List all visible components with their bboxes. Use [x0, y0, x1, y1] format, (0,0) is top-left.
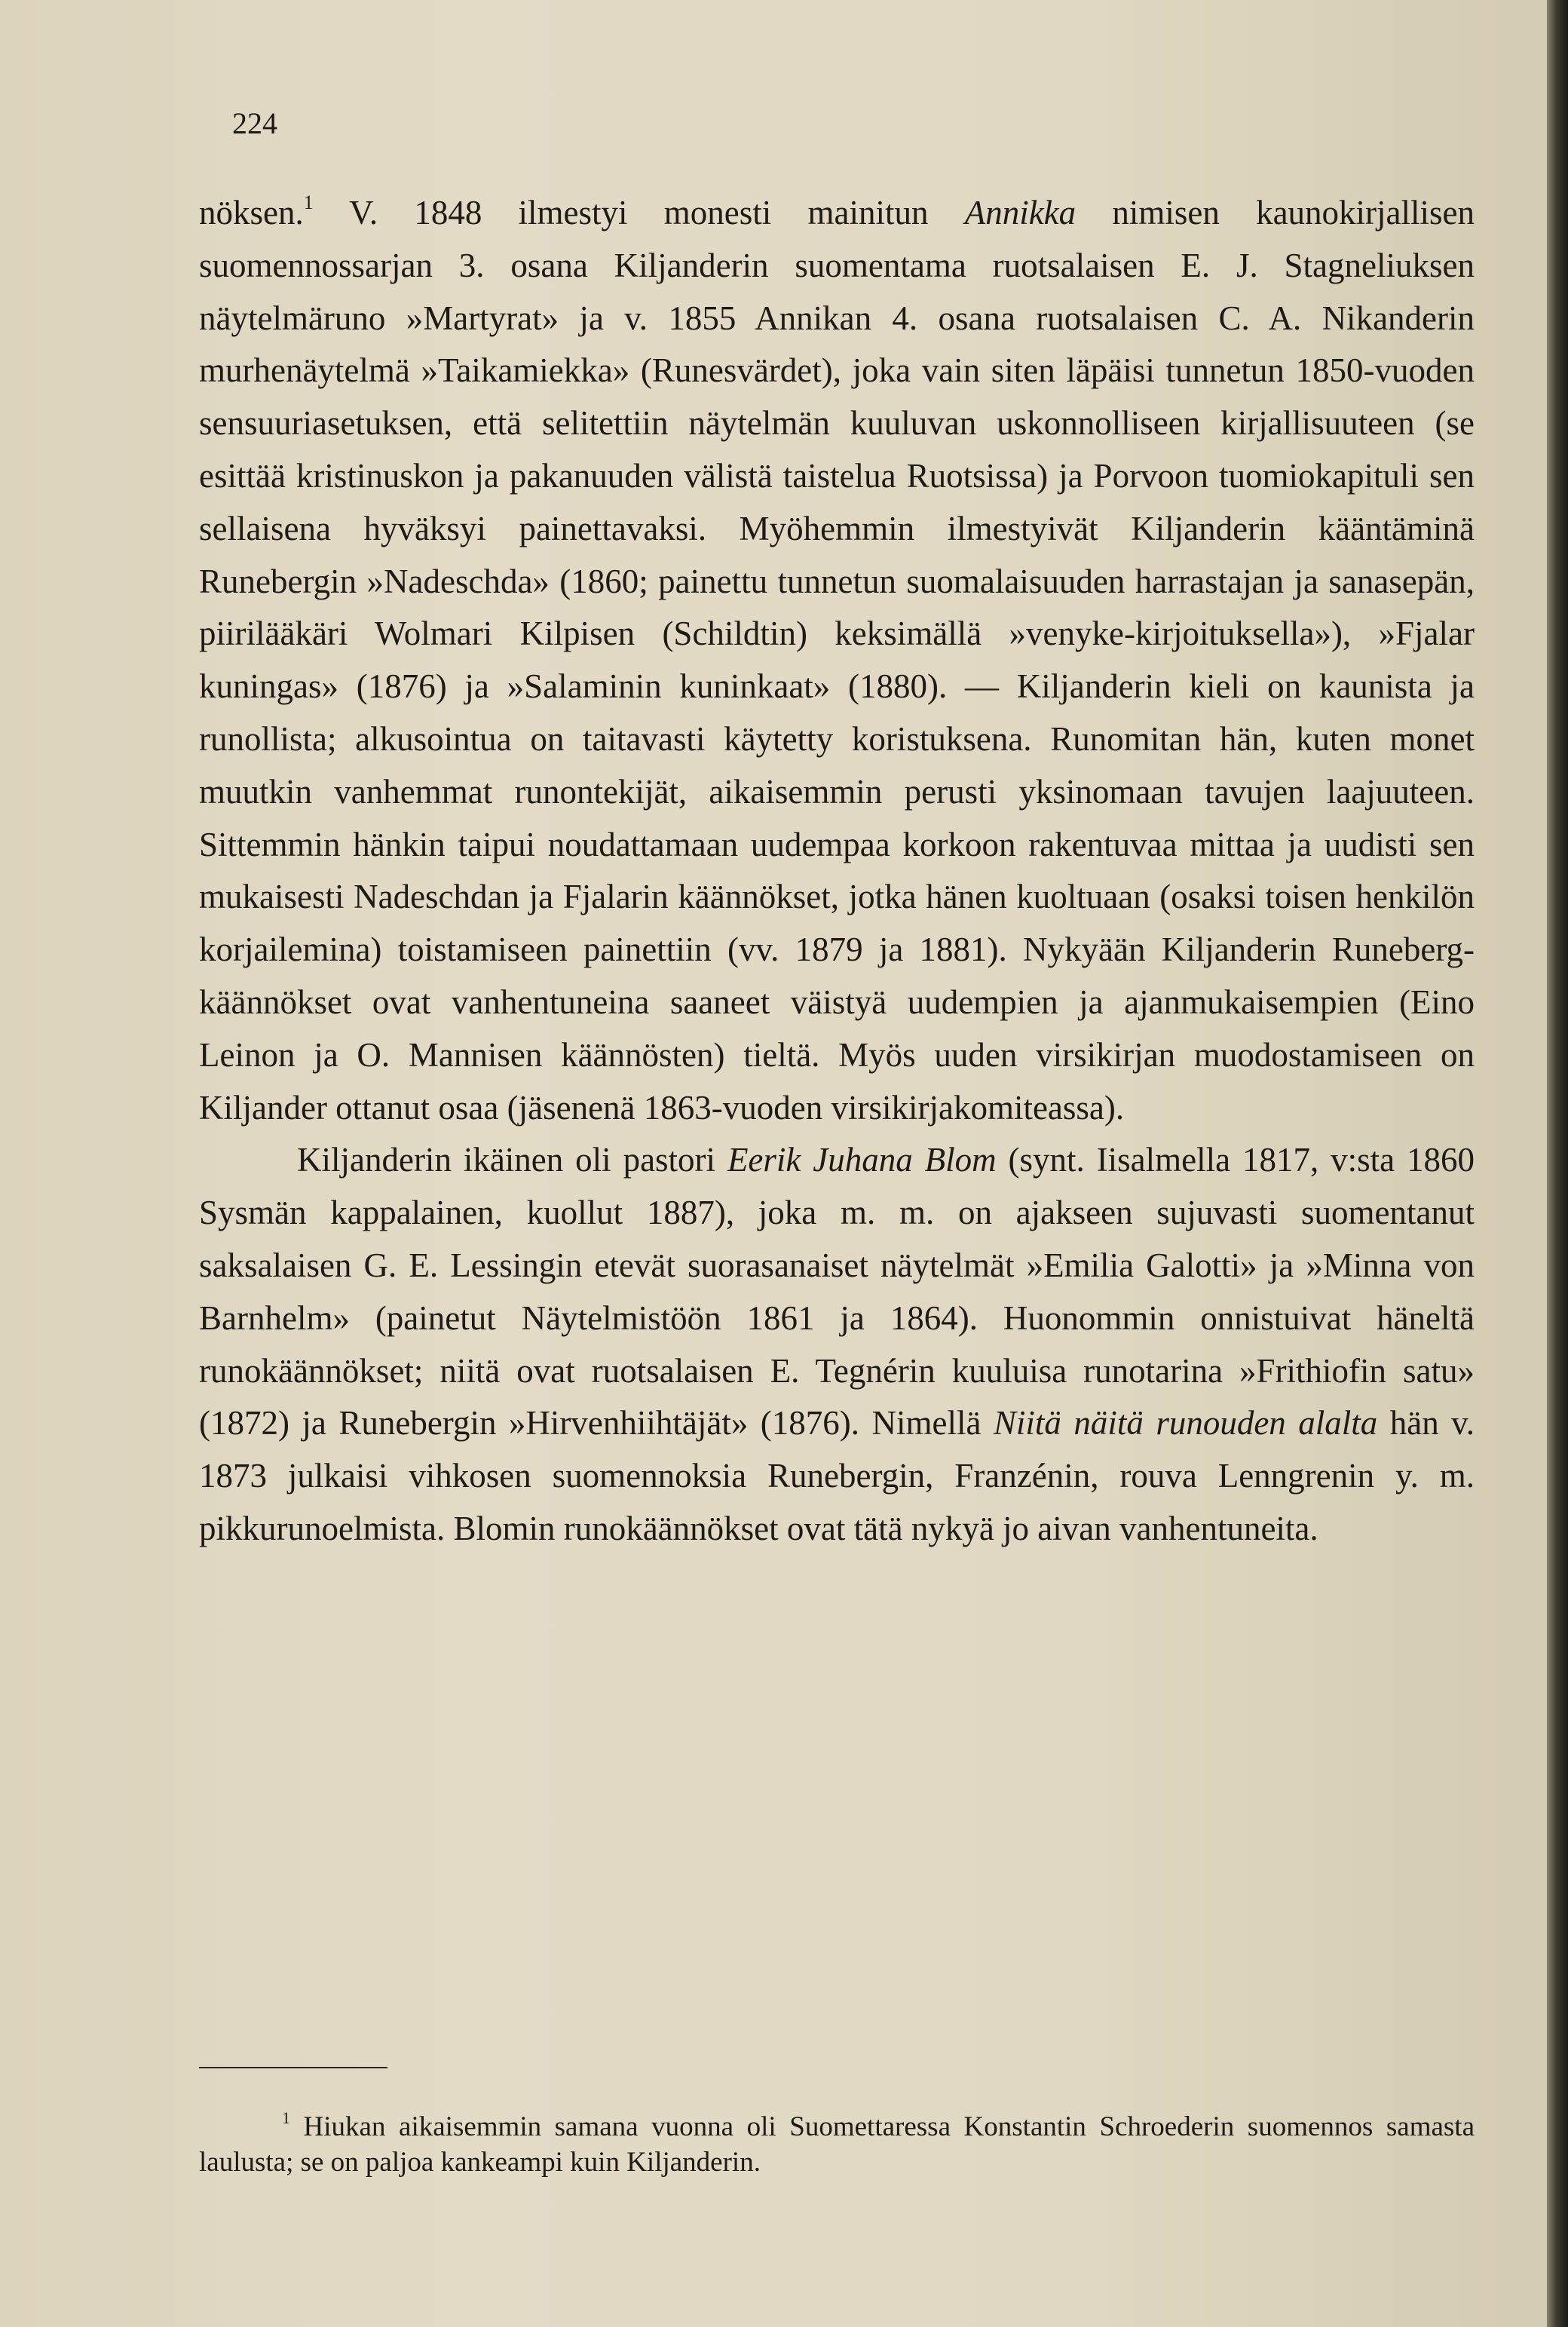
text-run: Kiljanderin ikäinen oli pastori	[297, 1141, 727, 1179]
text-run: V. 1848 ilmestyi monesti mainitun	[313, 194, 965, 231]
footnote-reference: 1	[303, 192, 314, 213]
footnote-mark: 1	[282, 2108, 290, 2127]
page-number: 224	[232, 106, 277, 140]
italic-title: Eerik Juhana Blom	[727, 1141, 997, 1179]
text-run: nöksen.	[199, 194, 304, 231]
text-run: nimisen kaunokirjallisen suomennossarjan 3. osana Kiljanderin suomentama ruotsalaisen E. J. Stagneliuksen näytelmäruno »Martyrat» ja v. 1855 Annikan 4. osana ruotsalaisen C. A. Nikanderin murhenäytelmä »Taikamiekka» (Runesvärdet), joka vain siten läpäisi tunnetun 1850-vuoden sensuuriasetuksen, että selitettiin näytelmän kuuluvan uskonnolliseen kirjallisuuteen (se esittää kristinuskon ja pakanuuden välistä taistelua Ruotsissa) ja Porvoon tuomiokapituli sen sellaisena hyväksyi painettavaksi. Myöhemmin ilmestyivät Kiljanderin kääntäminä Runebergin »Nadeschda» (1860; painettu tunnetun suomalaisuuden harrastajan ja sanasepän, piirilääkäri Wolmari Kilpisen (Schildtin) keksimällä »venyke-kirjoituksella»), »Fjalar kuningas» (1876) ja »Salaminin kuninkaat» (1880). — Kiljanderin kieli on kaunista ja runollista; alkusointua on taitavasti käytetty koristuksena. Runomitan hän, kuten monet muutkin vanhemmat runontekijät, aikaisemmin perusti yksinomaan tavujen laajuuteen. Sittemmin hänkin taipui noudattamaan uudempaa korkoon rakentuvaa mittaa ja uudisti sen mukaisesti Nadeschdan ja Fjalarin käännökset, jotka hänen kuoltuaan (osaksi toisen henkilön korjailemina) toistamiseen painettiin (vv. 1879 ja 1881). Nykyään Kiljanderin Runeberg-käännökset ovat vanhentuneina saaneet väistyä uudempien ja ajanmukaisempien (Eino Leinon ja O. Mannisen käännösten) tieltä. Myös uuden virsikirjan muodostamiseen on Kiljander ottanut osaa (jäsenenä 1863-vuoden virsikirjakomiteassa).	[199, 194, 1475, 1127]
paragraph-2	[199, 1134, 1475, 1555]
italic-title: Annikka	[964, 194, 1076, 231]
body-text	[199, 187, 1475, 1556]
footnote-text: Hiukan aikaisemmin samana vuonna oli Suomettaressa Konstantin Schroederin suomennos samasta laulusta; se on paljoa kankeampi kuin Kiljanderin.	[199, 2111, 1475, 2178]
italic-title: Niitä näitä runouden alalta	[993, 1404, 1378, 1442]
footnote	[199, 2109, 1475, 2180]
page-edge-shadow	[1547, 0, 1568, 2327]
text-run: hän v. 1873 julkaisi vihkosen suomennoksia Runebergin, Franzénin, rouva Lenngrenin y. m. pikkurunoelmista. Blomin runokäännökset ovat tätä nykyä jo aivan vanhentuneita.	[199, 1404, 1475, 1547]
paragraph-1	[199, 187, 1475, 1134]
footnote-rule	[199, 2067, 387, 2068]
text-run: (synt. Iisalmella 1817, v:sta 1860 Sysmän kappalainen, kuollut 1887), joka m. m. on ajakseen sujuvasti suomentanut saksalaisen G. E. Lessingin etevät suorasanaiset näytelmät »Emilia Galotti» ja »Minna von Barnhelm» (painetut Näytelmistöön 1861 ja 1864). Huonommin onnistuivat häneltä runokäännökset; niitä ovat ruotsalaisen E. Tegnérin kuuluisa runotarina »Frithiofin satu» (1872) ja Runebergin »Hirvenhiihtäjät» (1876). Nimellä	[199, 1141, 1475, 1442]
